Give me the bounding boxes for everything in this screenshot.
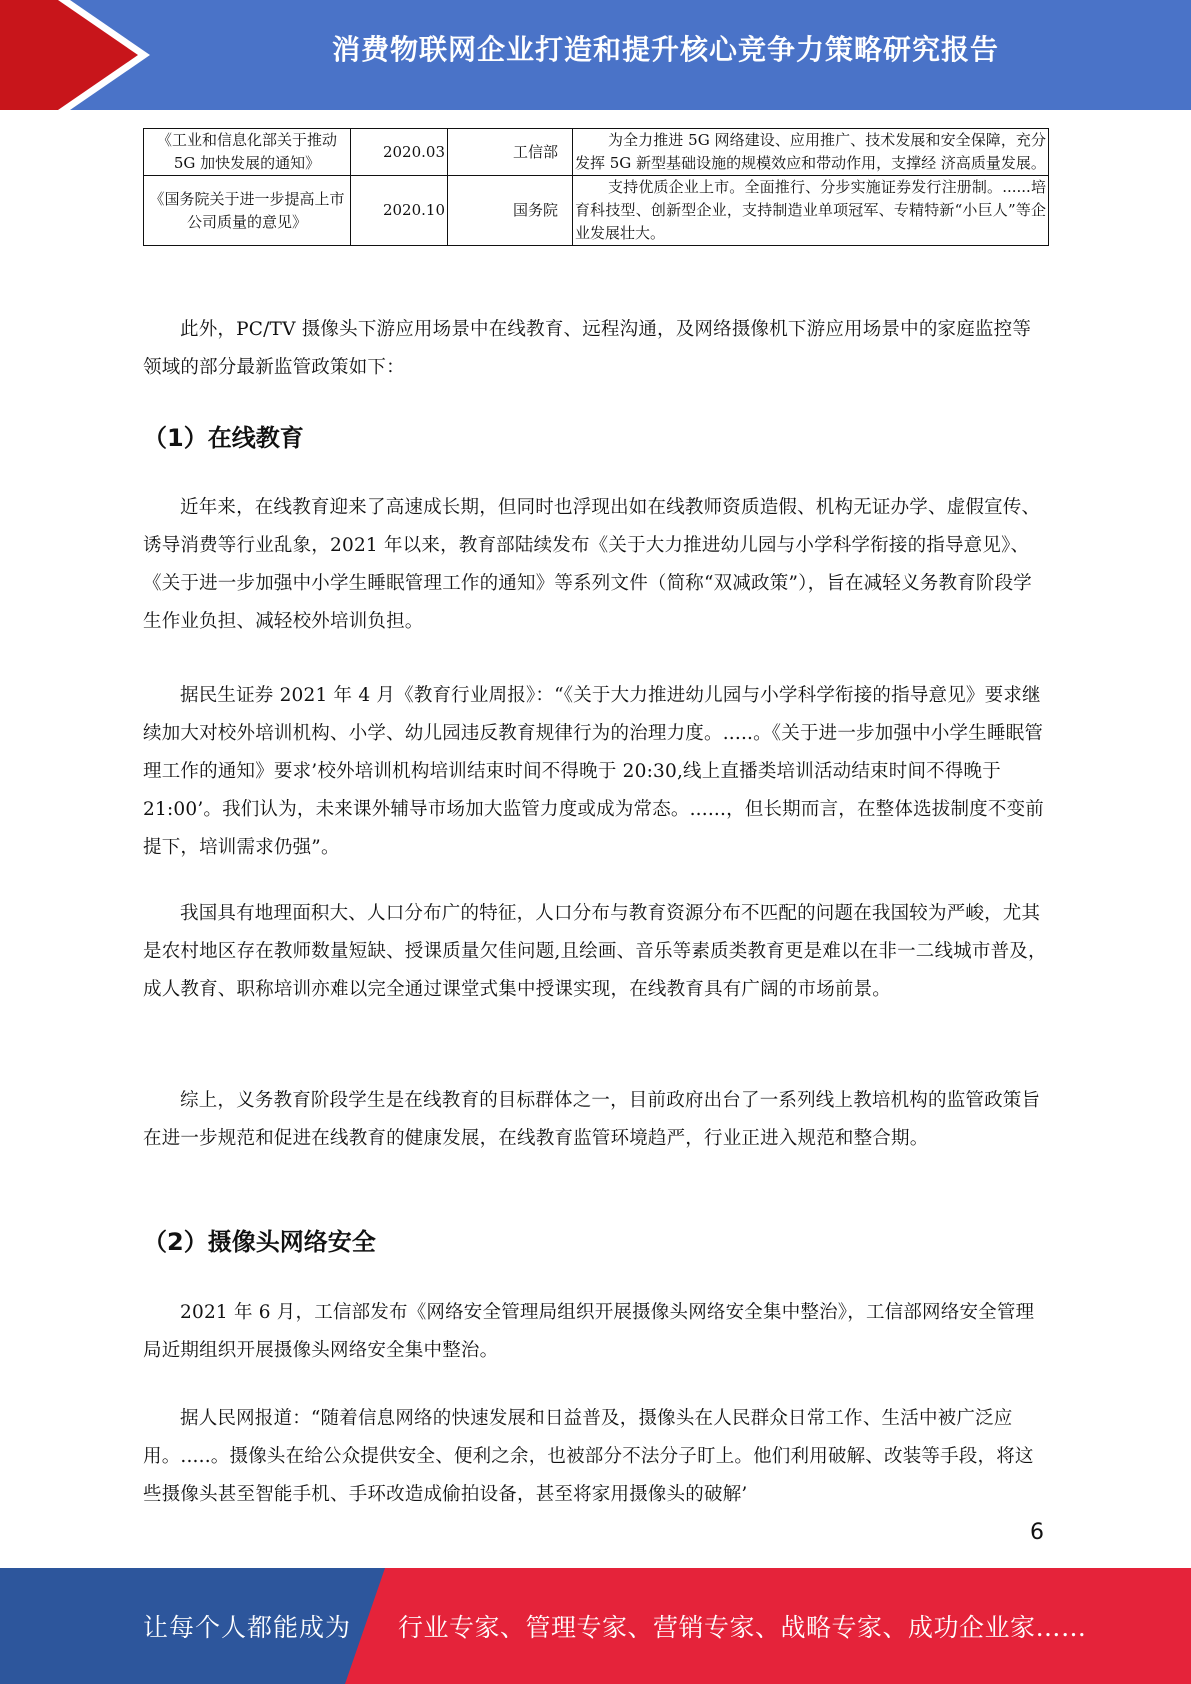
page-header bbox=[0, 0, 1191, 110]
policy-desc-cell: 为全力推进 5G 网络建设、应用推广、技术发展和安全保障，充分发挥 5G 新型基础设施的规模效应和带动作用，支撑经 济高质量发展。 bbox=[573, 129, 1049, 176]
footer-slogan-right: 行业专家、管理专家、营销专家、战略专家、成功企业家…… bbox=[398, 1613, 1087, 1642]
section-heading-camera-security: （2）摄像头网络安全 bbox=[143, 1228, 376, 1256]
body-paragraph: 我国具有地理面积大、人口分布广的特征，人口分布与教育资源分布不匹配的问题在我国较为严峻，尤其是农村地区存在教师数量短缺、授课质量欠佳问题,且绘画、音乐等素质类教育更是难以在非一二线城市普及，成人教育、职称培训亦难以完全通过课堂式集中授课实现，在线教育具有广阔的市场前景。 bbox=[143, 903, 1047, 1000]
body-paragraph: 2021 年 6 月，工信部发布《网络安全管理局组织开展摄像头网络安全集中整治》，工信部网络安全管理局近期组织开展摄像头网络安全集中整治。 bbox=[143, 1302, 1035, 1361]
policy-dept-cell: 国务院 bbox=[448, 176, 573, 246]
policy-desc-cell: 支持优质企业上市。全面推行、分步实施证券发行注册制。......培育科技型、创新型企业，支持制造业单项冠军、专精特新“小巨人”等企业发展壮大。 bbox=[573, 176, 1049, 246]
document-title: 消费物联网企业打造和提升核心竞争力策略研究报告 bbox=[331, 33, 999, 66]
policy-table bbox=[143, 128, 1049, 246]
table-row bbox=[144, 176, 1049, 246]
footer-slogan-left: 让每个人都能成为 bbox=[143, 1613, 352, 1642]
page-number: 6 bbox=[1030, 1520, 1044, 1545]
body-paragraph: 据人民网报道：“随着信息网络的快速发展和日益普及，摄像头在人民群众日常工作、生活中被广泛应用。.....。摄像头在给公众提供安全、便利之余，也被部分不法分子盯上。他们利用破解、改装等手段，将这些摄像头甚至智能手机、手环改造成偷拍设备，甚至将家用摄像头的破解’ bbox=[143, 1408, 1034, 1505]
section-heading-online-education: （1）在线教育 bbox=[143, 424, 304, 452]
policy-date-cell: 2020.10 bbox=[351, 176, 448, 246]
intro-paragraph: 此外，PC/TV 摄像头下游应用场景中在线教育、远程沟通，及网络摄像机下游应用场景中的家庭监控等领域的部分最新监管政策如下： bbox=[143, 319, 1032, 378]
page-footer bbox=[0, 1568, 1191, 1684]
table-row bbox=[144, 129, 1049, 176]
policy-name-cell: 《国务院关于进一步提高上市公司质量的意见》 bbox=[144, 176, 351, 246]
policy-date-cell: 2020.03 bbox=[351, 129, 448, 176]
body-paragraph: 近年来，在线教育迎来了高速成长期，但同时也浮现出如在线教师资质造假、机构无证办学、虚假宣传、诱导消费等行业乱象，2021 年以来，教育部陆续发布《关于大力推进幼儿园与小学科学衔接的指导意见》、《关于进一步加强中小学生睡眠管理工作的通知》等系列文件（简称“双减政策”），旨在减轻义务教育阶段学生作业负担、减轻校外培训负担。 bbox=[143, 497, 1041, 632]
body-paragraph: 综上，义务教育阶段学生是在线教育的目标群体之一，目前政府出台了一系列线上教培机构的监管政策旨在进一步规范和促进在线教育的健康发展，在线教育监管环境趋严，行业正进入规范和整合期。 bbox=[143, 1090, 1041, 1149]
policy-name-cell: 《工业和信息化部关于推动 5G 加快发展的通知》 bbox=[144, 129, 351, 176]
body-paragraph: 据民生证券 2021 年 4 月《教育行业周报》：“《关于大力推进幼儿园与小学科学衔接的指导意见》要求继续加大对校外培训机构、小学、幼儿园违反教育规律行为的治理力度。.....。《关于进一步加强中小学生睡眠管理工作的通知》要求’校外培训机构培训结束时间不得晚于 20:30,线上直播类培训活动结束时间不得晚于 21:00’。我们认为，未来课外辅导市场加大监管力度或成为常态。......，但长期而言，在整体选拔制度不变前提下，培训需求仍强”。 bbox=[143, 685, 1044, 858]
policy-dept-cell: 工信部 bbox=[448, 129, 573, 176]
